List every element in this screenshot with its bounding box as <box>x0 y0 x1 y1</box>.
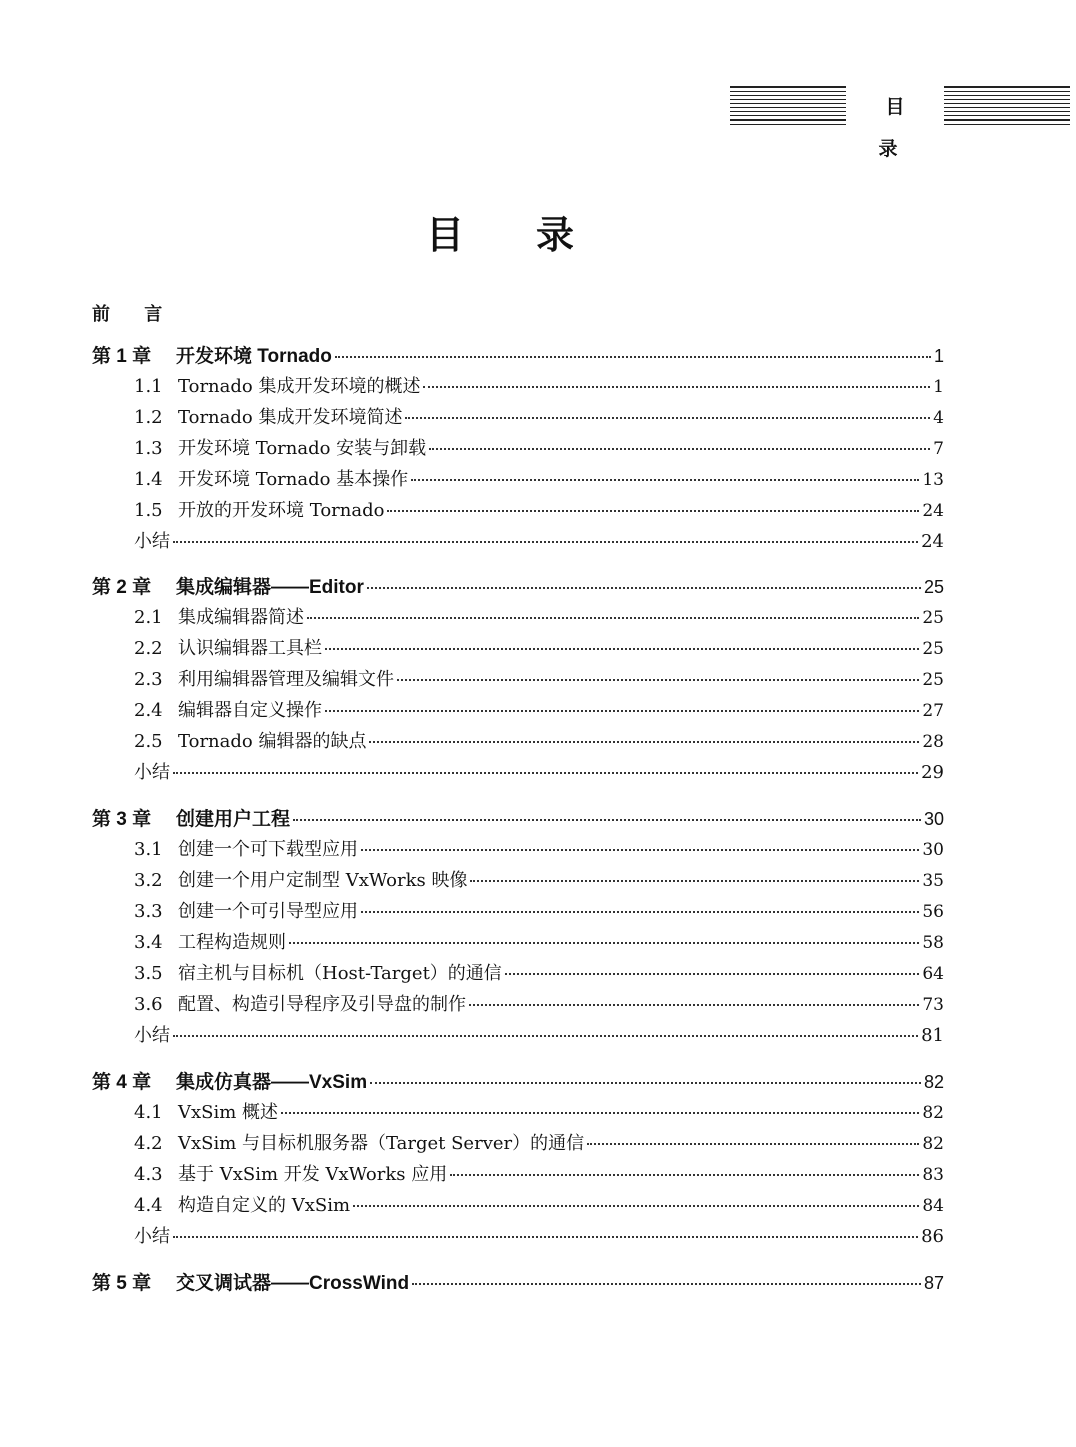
toc-entry-label <box>92 572 364 599</box>
dot-leader <box>353 1205 919 1207</box>
toc-entry-title: 交叉调试器——CrossWind <box>176 1273 410 1294</box>
toc-entry-title: 配置、构造引导程序及引导盘的制作 <box>178 994 466 1015</box>
toc-entry-page: 24 <box>921 531 944 552</box>
dot-leader <box>405 417 930 419</box>
toc-entry-title: 小结 <box>134 1226 170 1247</box>
toc-entry-number: 3.1 <box>134 839 163 860</box>
toc-entry-number: 1.2 <box>134 407 163 428</box>
header-rule-right <box>944 86 1070 128</box>
toc-entry-page: 28 <box>922 732 944 752</box>
toc-entry-page: 13 <box>922 470 944 490</box>
toc-entry-page: 83 <box>922 1165 944 1185</box>
toc-entry-title: 开发环境 Tornado 安装与卸载 <box>178 438 427 459</box>
dot-leader <box>307 617 919 619</box>
preface-entry: 前 言 <box>92 304 177 325</box>
toc-entry-label <box>92 1268 409 1295</box>
toc-entry-page: 29 <box>921 762 944 783</box>
toc-summary-row <box>134 758 944 784</box>
toc-entry-label <box>134 434 426 460</box>
toc-entry-number: 2.2 <box>134 638 163 659</box>
dot-leader <box>361 849 919 851</box>
dot-leader <box>293 819 921 821</box>
toc-entry-page: 30 <box>923 809 944 829</box>
toc-entry-number: 2.1 <box>134 607 163 628</box>
toc-section-row <box>134 372 944 398</box>
toc-entry-title: 开放的开发环境 Tornado <box>178 500 385 521</box>
toc-chapter-row <box>92 1268 944 1294</box>
toc-entry-title: 集成编辑器——Editor <box>176 577 364 598</box>
toc-entry-page: 81 <box>921 1025 944 1046</box>
toc-entry-label <box>134 727 366 753</box>
toc-entry-number: 第 5 章 <box>92 1273 152 1294</box>
toc-entry-page: 25 <box>922 608 944 628</box>
dot-leader <box>325 648 919 650</box>
toc-section-row <box>134 727 944 753</box>
toc-entry-page: 58 <box>922 933 944 953</box>
toc-chapter-row <box>92 804 944 830</box>
toc-entry-label <box>134 928 286 954</box>
toc-entry-title: 集成编辑器简述 <box>178 607 304 628</box>
toc-entry-title: 构造自定义的 VxSim <box>178 1195 351 1216</box>
toc-section-row <box>134 990 944 1016</box>
toc-entry-page: 30 <box>922 840 944 860</box>
toc-entry-label <box>134 1160 447 1186</box>
toc-entry-title: 集成仿真器——VxSim <box>176 1072 368 1093</box>
toc-section-row <box>134 465 944 491</box>
toc-entry-title: 开发环境 Tornado 基本操作 <box>178 469 409 490</box>
toc-entry-title: 小结 <box>134 531 170 552</box>
toc-entry-label <box>134 758 170 784</box>
toc-entry-number: 1.4 <box>134 469 163 490</box>
toc-entry-label <box>134 1222 170 1248</box>
toc-entry-number: 4.3 <box>134 1164 163 1185</box>
dot-leader <box>361 911 919 913</box>
toc-entry-page: 56 <box>922 902 944 922</box>
toc-section-row <box>134 866 944 892</box>
header-rule-left <box>730 86 846 128</box>
toc-entry-page: 84 <box>922 1196 944 1216</box>
toc-entry-number: 2.4 <box>134 700 163 721</box>
toc-entry-title: 基于 VxSim 开发 VxWorks 应用 <box>178 1164 448 1185</box>
toc-entry-title: 编辑器自定义操作 <box>178 700 322 721</box>
toc-entry-number: 2.3 <box>134 669 163 690</box>
dot-leader <box>470 880 919 882</box>
toc-entry-label <box>134 1191 350 1217</box>
toc-entry-label <box>134 603 304 629</box>
toc-summary-row <box>134 1222 944 1248</box>
toc-entry-title: Tornado 编辑器的缺点 <box>178 731 367 752</box>
toc-entry-label <box>134 665 394 691</box>
toc-entry-page: 1 <box>933 346 944 366</box>
toc-entry-number: 1.3 <box>134 438 163 459</box>
toc-section-row <box>134 928 944 954</box>
toc-entry-label <box>134 465 408 491</box>
toc-entry-label <box>134 496 384 522</box>
toc-section-row <box>134 696 944 722</box>
toc-entry-page: 24 <box>922 501 944 521</box>
toc-entry-title: VxSim 与目标机服务器（Target Server）的通信 <box>178 1133 585 1154</box>
toc-entry-number: 3.2 <box>134 870 163 891</box>
toc-entry-title: 认识编辑器工具栏 <box>178 638 322 659</box>
toc-entry-label <box>134 634 322 660</box>
toc-entry-label <box>134 990 466 1016</box>
dot-leader <box>412 1283 921 1285</box>
toc-entry-title: Tornado 集成开发环境简述 <box>178 407 403 428</box>
toc-section-row <box>134 1191 944 1217</box>
toc-section-row <box>134 403 944 429</box>
toc-entry-page: 27 <box>922 701 944 721</box>
toc-entry-page: 64 <box>922 964 944 984</box>
toc-entry-page: 73 <box>922 995 944 1015</box>
toc-entry-title: 创建一个用户定制型 VxWorks 映像 <box>178 870 468 891</box>
toc-section-row <box>134 897 944 923</box>
dot-leader <box>173 1035 918 1037</box>
dot-leader <box>423 386 930 388</box>
toc-entry-page: 7 <box>933 439 944 459</box>
toc-entry-number: 第 3 章 <box>92 809 152 830</box>
toc-entry-title: 开发环境 Tornado <box>176 346 332 367</box>
toc-chapter-row <box>92 341 944 367</box>
dot-leader <box>173 1236 918 1238</box>
toc-entry-title: 创建一个可下载型应用 <box>178 839 358 860</box>
toc-entry-title: 宿主机与目标机（Host-Target）的通信 <box>178 963 502 984</box>
dot-leader <box>281 1112 919 1114</box>
header-label: 目 录 <box>878 96 919 160</box>
toc-entry-label <box>92 341 332 368</box>
toc-entry-title: Tornado 集成开发环境的概述 <box>178 376 421 397</box>
toc-entry-number: 1.5 <box>134 500 163 521</box>
toc-entry-number: 4.1 <box>134 1102 163 1123</box>
toc-entry-label <box>134 527 170 553</box>
toc-entry-label <box>92 1067 367 1094</box>
toc-entry-label <box>134 1021 170 1047</box>
toc-entry-number: 第 1 章 <box>92 346 152 367</box>
page-title: 目录 <box>425 212 646 257</box>
dot-leader <box>505 973 920 975</box>
toc-entry-label <box>134 959 502 985</box>
toc-entry-title: 小结 <box>134 1025 170 1046</box>
toc-section-row <box>134 496 944 522</box>
toc-entry-page: 82 <box>922 1134 944 1154</box>
dot-leader <box>411 479 919 481</box>
toc-entry-number: 2.5 <box>134 731 163 752</box>
toc-entry-label <box>134 1129 584 1155</box>
toc-entry-page: 25 <box>922 670 944 690</box>
dot-leader <box>429 448 930 450</box>
toc-section-row <box>134 835 944 861</box>
toc-entry-number: 4.2 <box>134 1133 163 1154</box>
dot-leader <box>173 541 918 543</box>
toc-section-row <box>134 1129 944 1155</box>
toc-entry-page: 35 <box>922 871 944 891</box>
toc-entry-number: 3.6 <box>134 994 163 1015</box>
toc-section-row <box>134 434 944 460</box>
toc-entry-title: 创建一个可引导型应用 <box>178 901 358 922</box>
toc-entry-page: 87 <box>923 1273 944 1293</box>
toc-entry-number: 第 4 章 <box>92 1072 152 1093</box>
toc-entry-page: 86 <box>921 1226 944 1247</box>
toc-entry-title: 工程构造规则 <box>178 932 286 953</box>
dot-leader <box>387 510 919 512</box>
toc-entry-label <box>134 1098 278 1124</box>
toc-entry-title: VxSim 概述 <box>178 1102 279 1123</box>
toc-entry-label <box>134 835 358 861</box>
toc-entry-title: 利用编辑器管理及编辑文件 <box>178 669 394 690</box>
toc-section-row <box>134 1160 944 1186</box>
toc-section-row <box>134 603 944 629</box>
toc-entry-label <box>134 403 402 429</box>
toc-entry-page: 1 <box>933 377 944 397</box>
toc-entry-number: 3.4 <box>134 932 163 953</box>
dot-leader <box>173 772 918 774</box>
toc-entry-label <box>134 866 467 892</box>
toc-entry-title: 小结 <box>134 762 170 783</box>
toc-entry-page: 82 <box>923 1072 944 1092</box>
toc-entry-page: 25 <box>923 577 944 597</box>
toc-entry-page: 4 <box>933 408 944 428</box>
toc-entry-label <box>134 372 420 398</box>
dot-leader <box>397 679 919 681</box>
toc-chapter-row <box>92 1067 944 1093</box>
toc-entry-number: 第 2 章 <box>92 577 152 598</box>
toc-entry-number: 3.3 <box>134 901 163 922</box>
toc-entry-label <box>134 696 322 722</box>
toc-entry-page: 82 <box>922 1103 944 1123</box>
toc-entry-label <box>134 897 358 923</box>
toc-summary-row <box>134 527 944 553</box>
toc-entry-number: 1.1 <box>134 376 163 397</box>
dot-leader <box>335 356 931 358</box>
toc-entry-page: 25 <box>922 639 944 659</box>
toc-section-row <box>134 1098 944 1124</box>
toc-section-row <box>134 665 944 691</box>
toc-entry-title: 创建用户工程 <box>176 809 291 830</box>
running-header <box>730 86 1070 160</box>
dot-leader <box>367 587 921 589</box>
dot-leader <box>450 1174 919 1176</box>
dot-leader <box>587 1143 919 1145</box>
dot-leader <box>289 942 919 944</box>
toc-entry-label <box>92 804 290 831</box>
toc-section-row <box>134 634 944 660</box>
dot-leader <box>370 1082 921 1084</box>
toc-section-row <box>134 959 944 985</box>
toc-entry-number: 4.4 <box>134 1195 163 1216</box>
toc-chapter-row <box>92 572 944 598</box>
dot-leader <box>469 1004 919 1006</box>
toc-summary-row <box>134 1021 944 1047</box>
dot-leader <box>325 710 919 712</box>
toc-entry-number: 3.5 <box>134 963 163 984</box>
dot-leader <box>369 741 919 743</box>
